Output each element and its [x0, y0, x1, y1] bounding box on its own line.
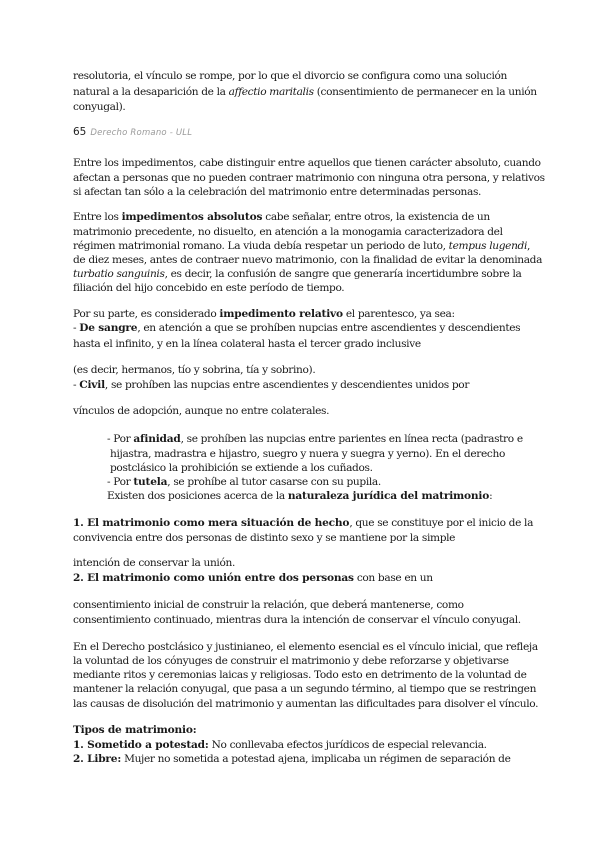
p6-line-3: mediante ritos y ceremonias laicas y religiosas. Todo esto en detrimento de la voluntad de [73, 669, 527, 681]
p6-line-4: mantener la relación conyugal, que pasa a un segundo término, al tiempo que se restringen [73, 683, 537, 695]
p6-line-5: las causas de disolución del matrimonio y aumentan las dificultades para disolver el vínculo. [73, 698, 539, 710]
p2-line-5: turbatio sanguinis, es decir, la confusión de sangre que generaría incertidumbre sobre la [73, 268, 522, 280]
intro-line-3: conyugal). [73, 101, 126, 113]
p6-line-1: En el Derecho postclásico y justinianeo, el elemento esencial es el vínculo inicial, que refleja [73, 641, 538, 653]
p1-line-1: Entre los impedimentos, cabe distinguir entre aquellos que tienen carácter absoluto, cuando [73, 157, 541, 169]
p2-line-2: matrimonio precedente, no disuelto, en atención a la monogamia caracterizadora del [73, 226, 503, 238]
p7-line-1: 1. Sometido a potestad: No conllevaba efectos jurídicos de especial relevancia. [73, 739, 487, 751]
p5-line-6: consentimiento continuado, mientras dura la intención de conservar el vínculo conyugal. [73, 614, 521, 626]
p3-line-5: - Civil, se prohíben las nupcias entre ascendientes y descendientes unidos por [73, 379, 470, 391]
p3-line-6: vínculos de adopción, aunque no entre colaterales. [73, 405, 330, 417]
p5-line-3: intención de conservar la unión. [73, 557, 235, 569]
p4-line-5: Existen dos posiciones acerca de la naturaleza jurídica del matrimonio: [107, 490, 493, 502]
p7-line-2: 2. Libre: Mujer no sometida a potestad ajena, implicaba un régimen de separación de [73, 753, 511, 765]
p1-line-3: si afectan tan sólo a la celebración del matrimonio entre determinadas personas. [73, 186, 482, 198]
p4-line-2: hijastra, madrastra e hijastro, suegro y nuera y suegra y yerno). En el derecho [110, 448, 506, 460]
p4-line-3: postclásico la prohibición se extiende a los cuñados. [110, 462, 373, 474]
p4-line-1: - Por afinidad, se prohíben las nupcias entre parientes en línea recta (padrastro e [107, 433, 523, 445]
p1-line-2: afectan a personas que no pueden contraer matrimonio con ninguna otra persona, y relativos [73, 172, 545, 184]
p2-line-3: régimen matrimonial romano. La viuda debía respetar un periodo de luto, tempus lugendi, [73, 240, 531, 252]
p2-line-1: Entre los impedimentos absolutos cabe señalar, entre otros, la existencia de un [73, 211, 490, 223]
p3-line-4: (es decir, hermanos, tío y sobrina, tía y sobrino). [73, 364, 316, 376]
p5-line-5: consentimiento inicial de construir la relación, que deberá mantenerse, como [73, 599, 464, 611]
header-label: Derecho Romano - ULL [90, 128, 193, 138]
intro-line-1: resolutoria, el vínculo se rompe, por lo que el divorcio se configura como una solución [73, 70, 508, 82]
p3-line-2: - De sangre, en atención a que se prohíben nupcias entre ascendientes y descendientes [73, 322, 521, 334]
p2-line-6: filiación del hijo concebido en este período de tiempo. [73, 282, 345, 294]
p3-line-1: Por su parte, es considerado impedimento relativo el parentesco, ya sea: [73, 308, 455, 320]
p3-line-3: hasta el infinito, y en la línea colateral hasta el tercer grado inclusive [73, 338, 421, 350]
section-title: Tipos de matrimonio: [73, 724, 197, 736]
p4-line-4: - Por tutela, se prohíbe al tutor casarse con su pupila. [107, 476, 381, 488]
p5-line-1: 1. El matrimonio como mera situación de hecho, que se constituye por el inicio de la [73, 517, 534, 529]
p6-line-2: la voluntad de los cónyuges de construir el matrimonio y debe reforzarse y objetivarse [73, 655, 509, 667]
intro-line-2: natural a la desaparición de la affectio maritalis (consentimiento de permanecer en la unión [73, 86, 537, 98]
page-number: 65 [73, 126, 87, 138]
p5-line-4: 2. El matrimonio como unión entre dos personas con base en un [73, 572, 433, 584]
p2-line-4: de diez meses, antes de contraer nuevo matrimonio, con la finalidad de evitar la denominada [73, 254, 543, 266]
affectio-maritalis: affectio maritalis [228, 86, 314, 98]
p5-line-2: convivencia entre dos personas de distinto sexo y se mantiene por la simple [73, 532, 456, 544]
page-header [73, 126, 192, 138]
